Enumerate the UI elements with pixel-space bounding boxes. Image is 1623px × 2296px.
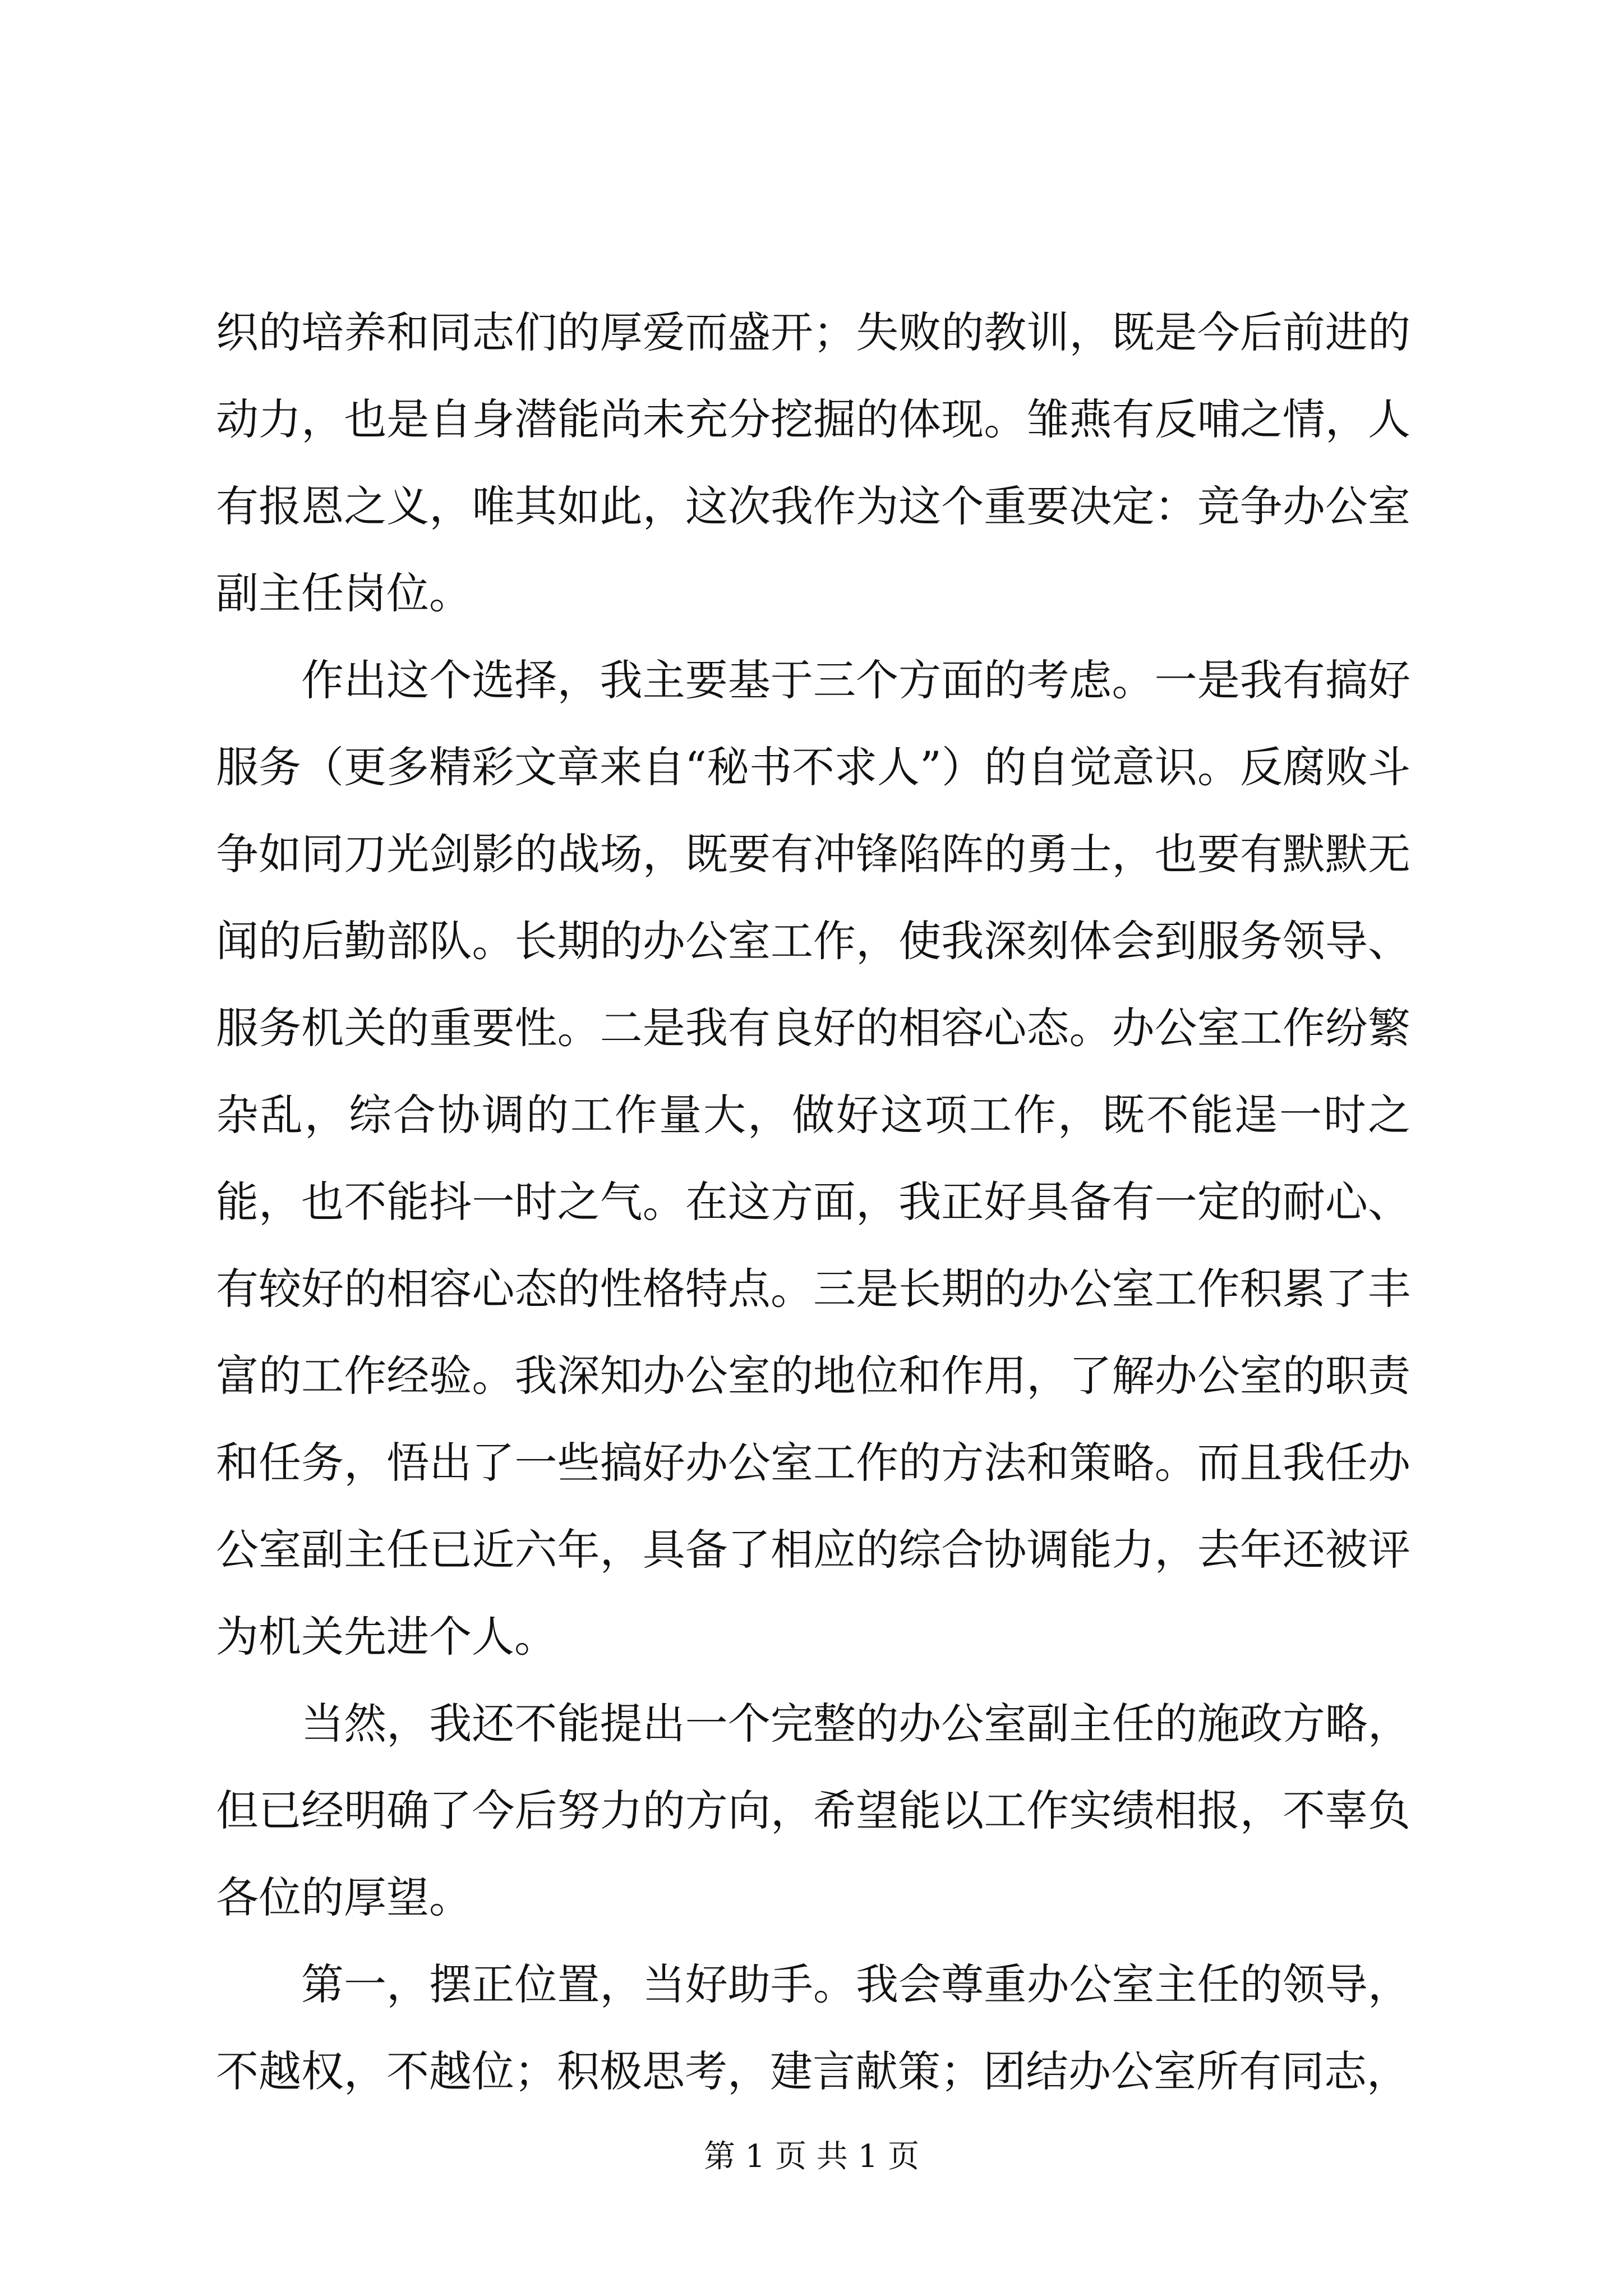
paragraph-continuation: 织的培养和同志们的厚爱而盛开；失败的教训，既是今后前进的动力，也是自身潜能尚未充分挖掘的体现。雏燕有反哺之情，人有报恩之义，唯其如此，这次我作为这个重要决定：竞争办公室副主任岗位。 [216,307,1410,618]
page-footer: 第 1 页 共 1 页 [703,2138,920,2175]
paragraph-direction: 当然，我还不能提出一个完整的办公室副主任的施政方略，但已经明确了今后努力的方向，希望能以工作实绩相报，不辜负各位的厚望。 [216,1699,1410,1922]
document-body [216,289,1410,2115]
paragraph-first-point: 第一，摆正位置，当好助手。我会尊重办公室主任的领导，不越权，不越位；积极思考，建言献策；团结办公室所有同志， [216,1959,1410,2096]
paragraph-reasons: 作出这个选择，我主要基于三个方面的考虑。一是我有搞好服务（更多精彩文章来自“秘书不求人”）的自觉意识。反腐败斗争如同刀光剑影的战场，既要有冲锋陷阵的勇士，也要有默默无闻的后勤部队。长期的办公室工作，使我深刻体会到服务领导、服务机关的重要性。二是我有良好的相容心态。办公室工作纷繁杂乱，综合协调的工作量大，做好这项工作，既不能逞一时之能，也不能抖一时之气。在这方面，我正好具备有一定的耐心、有较好的相容心态的性格特点。三是长期的办公室工作积累了丰富的工作经验。我深知办公室的地位和作用，了解办公室的职责和任务，悟出了一些搞好办公室工作的方法和策略。而且我任办公室副主任已近六年，具备了相应的综合协调能力，去年还被评为机关先进个人。 [216,655,1410,1662]
